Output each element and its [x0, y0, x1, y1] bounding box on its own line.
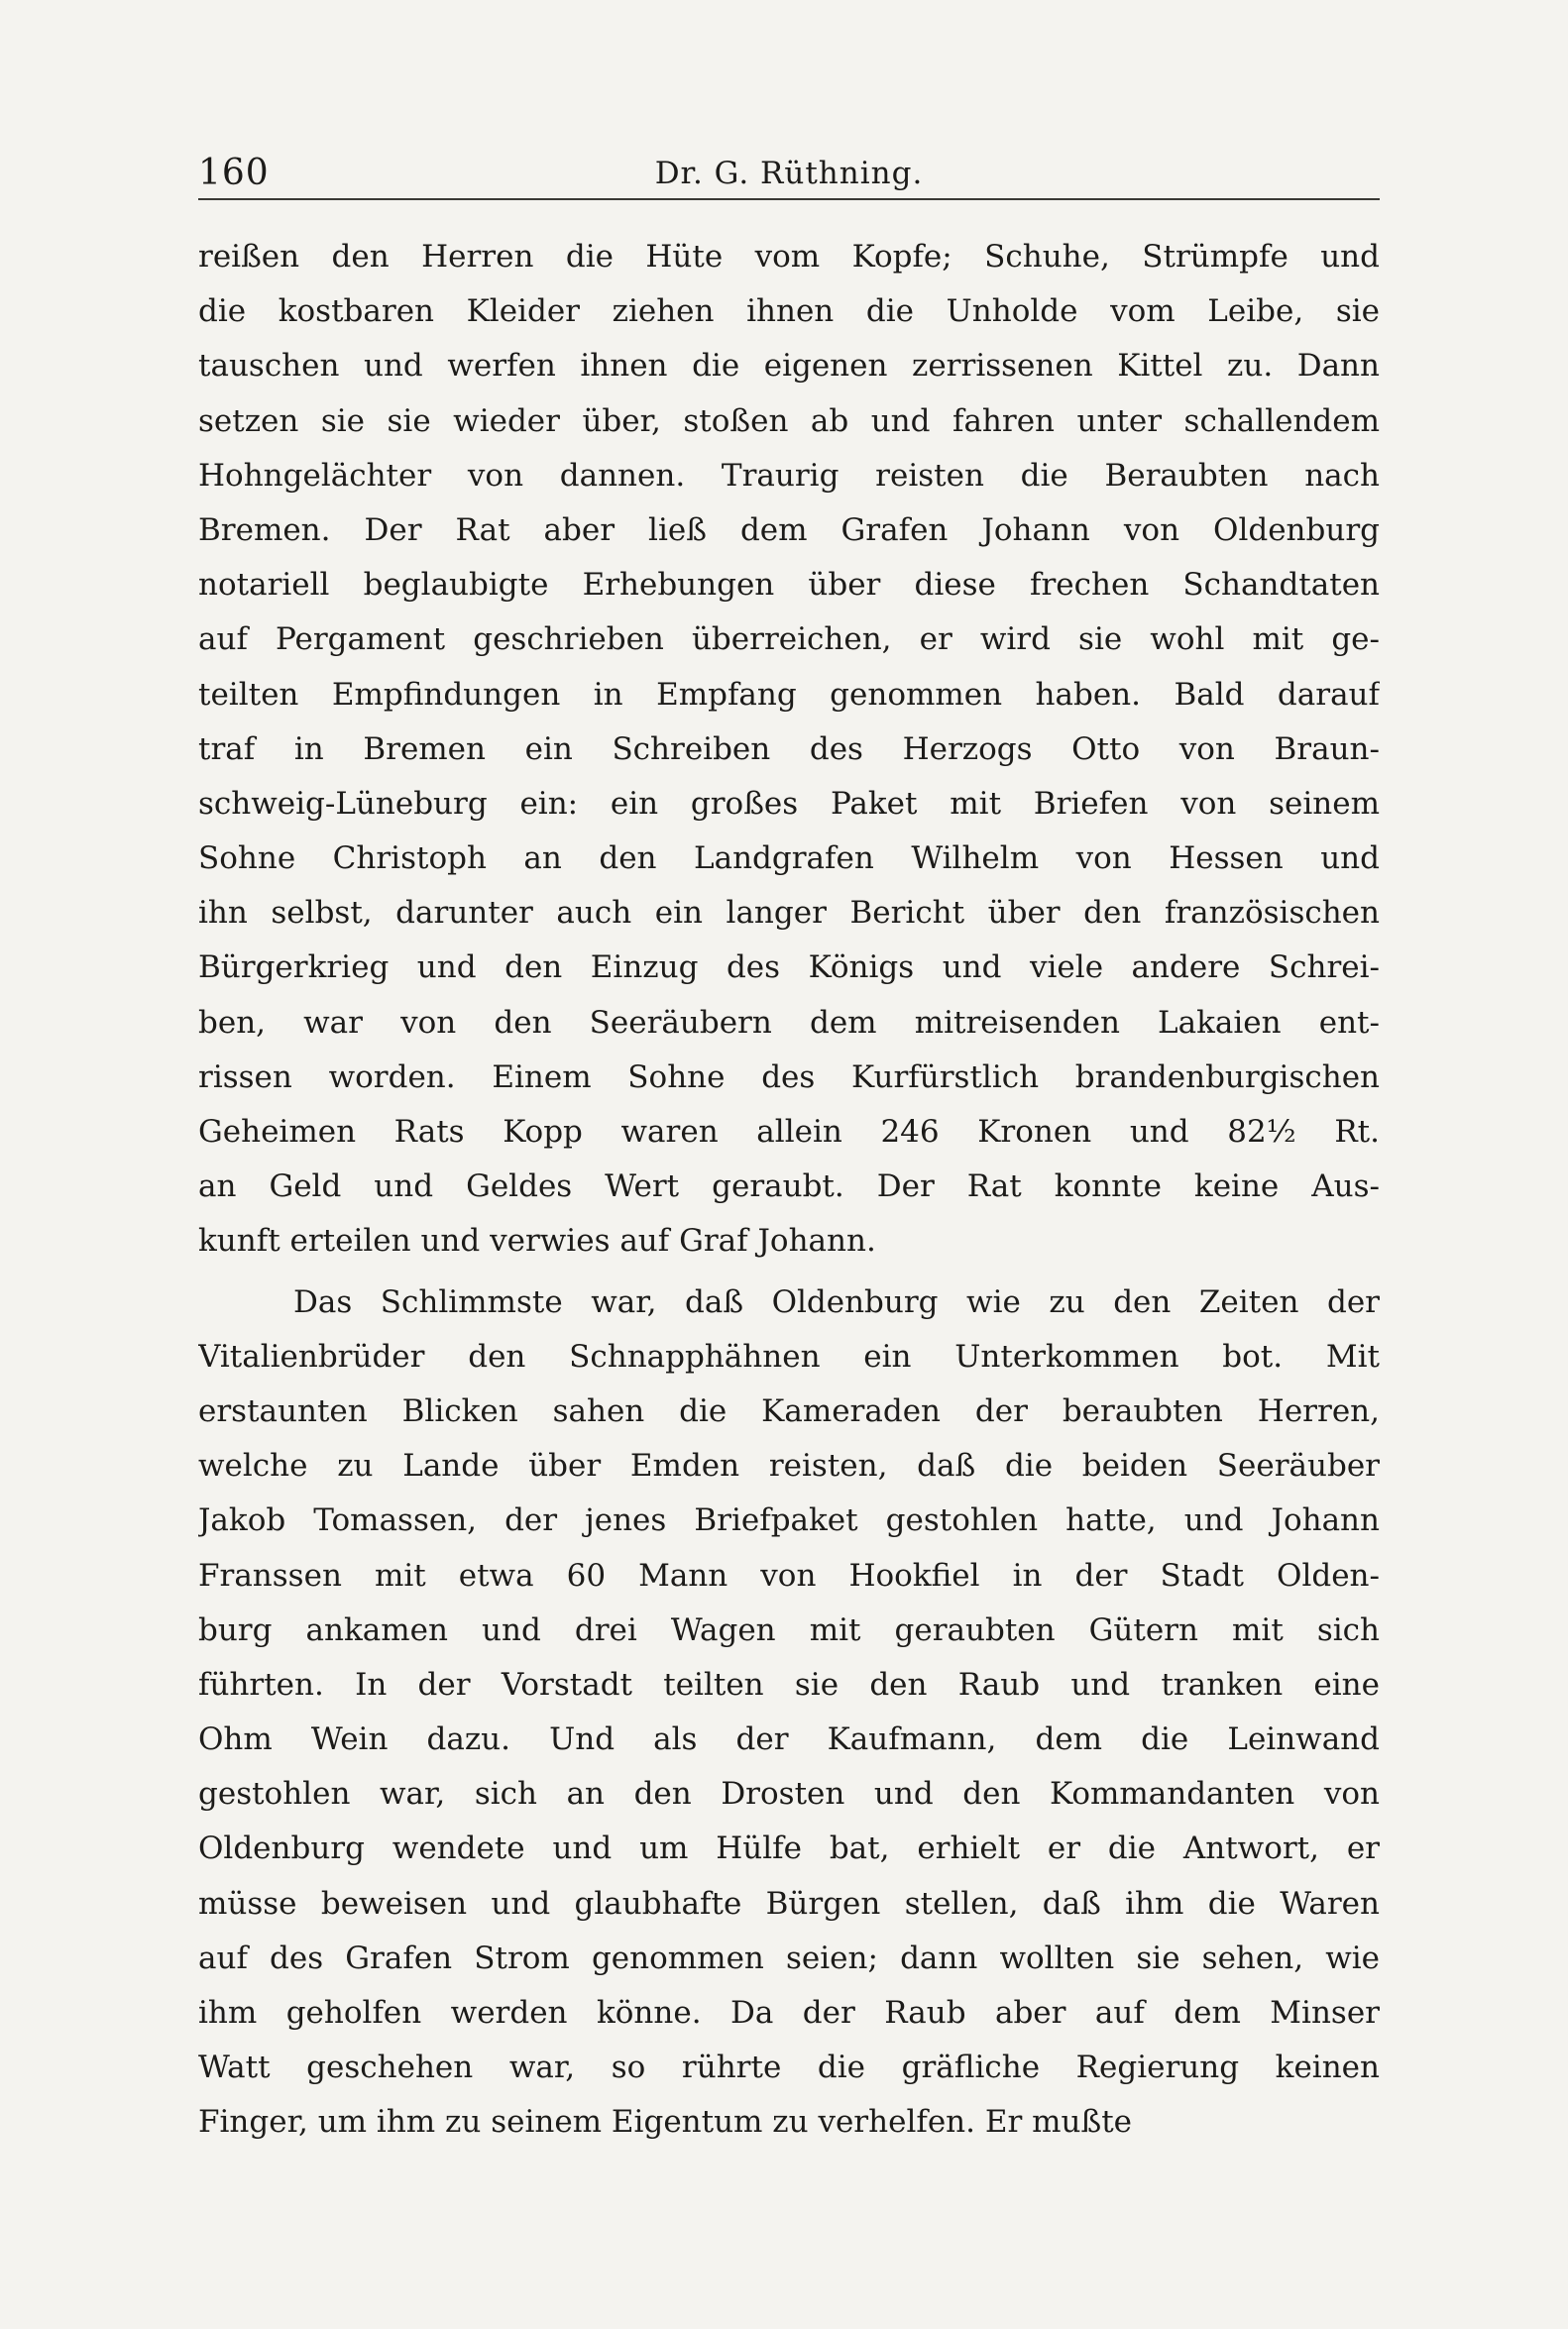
- text-line: Geheimen Rats Kopp waren allein 246 Kronen und 82½ Rt.: [198, 1114, 1380, 1150]
- text-line: setzen sie sie wieder über, stoßen ab und fahren unter schallendem: [198, 402, 1380, 439]
- paragraph: [198, 230, 1380, 1270]
- text-line: Bürgerkrieg und den Einzug des Königs und viele andere Schrei-: [198, 949, 1380, 986]
- text-line: Hohngelächter von dannen. Traurig reisten die Beraubten nach: [198, 457, 1380, 494]
- text-line: Vitalienbrüder den Schnapphähnen ein Unterkommen bot. Mit: [198, 1338, 1380, 1375]
- text-line: reißen den Herren die Hüte vom Kopfe; Schuhe, Strümpfe und: [198, 239, 1380, 275]
- paragraph: [198, 1275, 1380, 2151]
- text-line: gestohlen war, sich an den Drosten und den Kommandanten von: [198, 1776, 1380, 1813]
- text-line: führten. In der Vorstadt teilten sie den Raub und tranken eine: [198, 1666, 1380, 1703]
- running-head: Dr. G. Rüthning.: [654, 156, 924, 191]
- text-line: welche zu Lande über Emden reisten, daß die beiden Seeräuber: [198, 1448, 1380, 1485]
- text-line: teilten Empfindungen in Empfang genommen haben. Bald darauf: [198, 676, 1380, 713]
- header-rule: [198, 198, 1380, 200]
- text-line: Bremen. Der Rat aber ließ dem Grafen Johann von Oldenburg: [198, 511, 1380, 548]
- text-line: ihm geholfen werden könne. Da der Raub aber auf dem Minser: [198, 1995, 1380, 2031]
- text-line: kunft erteilen und verwies auf Graf Johann.: [198, 1223, 876, 1260]
- text-line: notariell beglaubigte Erhebungen über diese frechen Schandtaten: [198, 567, 1380, 604]
- text-line: Das Schlimmste war, daß Oldenburg wie zu den Zeiten der: [293, 1283, 1380, 1320]
- text-line: Watt geschehen war, so rührte die gräfliche Regierung keinen: [198, 2050, 1380, 2086]
- text-line: Sohne Christoph an den Landgrafen Wilhelm von Hessen und: [198, 840, 1380, 877]
- body-text: [198, 230, 1380, 2151]
- text-line: erstaunten Blicken sahen die Kameraden der beraubten Herren,: [198, 1392, 1380, 1429]
- text-line: Finger, um ihm zu seinem Eigentum zu verhelfen. Er mußte: [198, 2104, 1133, 2141]
- page-header: [198, 151, 1380, 196]
- text-line: Franssen mit etwa 60 Mann von Hookfiel in der Stadt Olden-: [198, 1557, 1380, 1594]
- text-line: Oldenburg wendete und um Hülfe bat, erhielt er die Antwort, er: [198, 1830, 1380, 1867]
- page-number: 160: [198, 153, 270, 193]
- text-line: auf des Grafen Strom genommen seien; dann wollten sie sehen, wie: [198, 1940, 1380, 1976]
- text-line: burg ankamen und drei Wagen mit geraubten Gütern mit sich: [198, 1611, 1380, 1648]
- text-line: ben, war von den Seeräubern dem mitreisenden Lakaien ent-: [198, 1004, 1380, 1041]
- text-line: tauschen und werfen ihnen die eigenen zerrissenen Kittel zu. Dann: [198, 348, 1380, 385]
- text-line: rissen worden. Einem Sohne des Kurfürstlich brandenburgischen: [198, 1058, 1380, 1095]
- text-line: ihn selbst, darunter auch ein langer Bericht über den französischen: [198, 895, 1380, 932]
- text-line: Jakob Tomassen, der jenes Briefpaket gestohlen hatte, und Johann: [198, 1502, 1380, 1539]
- text-line: schweig-Lüneburg ein: ein großes Paket mit Briefen von seinem: [198, 785, 1380, 822]
- text-line: auf Pergament geschrieben überreichen, er wird sie wohl mit ge-: [198, 621, 1380, 658]
- text-line: die kostbaren Kleider ziehen ihnen die Unholde vom Leibe, sie: [198, 293, 1380, 330]
- text-line: an Geld und Geldes Wert geraubt. Der Rat konnte keine Aus-: [198, 1168, 1380, 1205]
- text-line: müsse beweisen und glaubhafte Bürgen stellen, daß ihm die Waren: [198, 1885, 1380, 1922]
- text-line: Ohm Wein dazu. Und als der Kaufmann, dem die Leinwand: [198, 1721, 1380, 1758]
- text-line: traf in Bremen ein Schreiben des Herzogs Otto von Braun-: [198, 730, 1380, 767]
